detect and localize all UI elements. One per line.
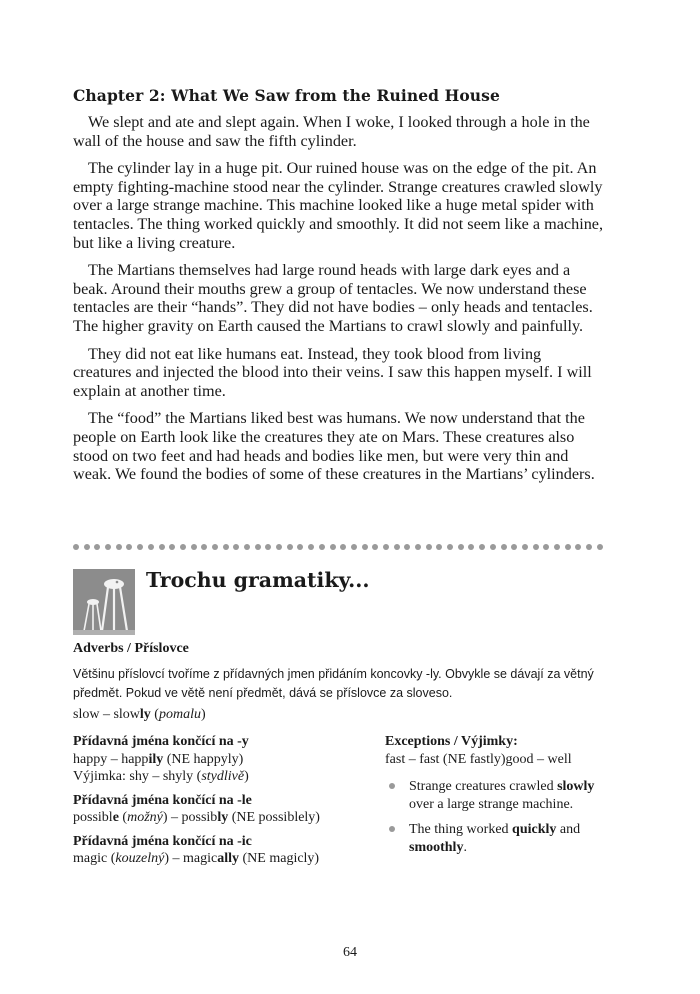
divider-dot [223, 544, 229, 550]
rule-heading: Přídavná jména končící na -y [73, 734, 249, 749]
divider-dot [116, 544, 122, 550]
divider-dot [255, 544, 261, 550]
bullet-text: over a large strange machine. [409, 796, 574, 812]
page-number: 64 [343, 945, 357, 960]
rule-line [73, 809, 373, 827]
divider-dot [265, 544, 271, 550]
divider-dot [212, 544, 218, 550]
bullet-text: Strange creatures crawled [409, 779, 558, 794]
divider-dot [233, 544, 239, 550]
bullet-icon [389, 826, 395, 832]
rule-suffix: ily [148, 751, 164, 767]
rule-y [73, 733, 373, 786]
divider-dot [340, 544, 346, 550]
divider-dot [330, 544, 336, 550]
divider-dot [479, 544, 485, 550]
divider-dot [244, 544, 250, 550]
section-heading: Adverbs / Příslovce [73, 641, 189, 656]
divider-dot [137, 544, 143, 550]
divider-dot [94, 544, 100, 550]
bullet-emphasis: slowly [557, 779, 595, 794]
chapter-title: Chapter 2: What We Saw from the Ruined House [73, 86, 500, 105]
divider-dot [159, 544, 165, 550]
divider-dot [511, 544, 517, 550]
divider-dot [84, 544, 90, 550]
rule-ic [73, 833, 373, 868]
dotted-divider [73, 543, 603, 551]
divider-dot [276, 544, 282, 550]
divider-dot [597, 544, 603, 550]
bullet-emphasis: smoothly [409, 839, 464, 855]
rule-line [73, 768, 373, 786]
paragraph: The Martians themselves had large round heads with large dark eyes and a beak. Around their mouths grew a group of tentacles. We now understand these tentacles are their “hands”. They did not have bodies – only heads and tentacles. The higher gravity on Earth caused the Martians to crawl slowly and painfully. [73, 261, 593, 335]
rule-line [73, 850, 373, 868]
rule-gloss: možný [127, 810, 163, 825]
divider-dot [362, 544, 368, 550]
example-base: slow – slow [73, 707, 140, 722]
divider-dot [73, 544, 79, 550]
chapter-text [73, 113, 603, 493]
divider-dot [415, 544, 421, 550]
bullet-text: . [463, 839, 467, 855]
paragraph: We slept and ate and slept again. When I woke, I looked through a hole in the wall of the house and saw the fifth cylinder. [73, 113, 590, 150]
grammar-intro: Většinu příslovcí tvoříme z přídavných jmen přidáním koncovky -ly. Obvykle se dávají za větný předmět. Pokud ve větě není předmět, dává se příslovce za sloveso. [73, 667, 594, 700]
rule-text: (NE happyly) [163, 751, 244, 767]
rule-text: possibl [73, 810, 113, 825]
grammar-title: Trochu gramatiky... [146, 568, 370, 592]
rule-text: ) – possib [162, 810, 218, 825]
rule-text: (NE possiblely) [228, 810, 320, 825]
divider-dot [126, 544, 132, 550]
divider-dot [586, 544, 592, 550]
divider-dot [319, 544, 325, 550]
divider-dot [201, 544, 207, 550]
divider-dot [372, 544, 378, 550]
divider-dot [105, 544, 111, 550]
martian-tripod-icon [73, 569, 135, 635]
exceptions-column [385, 733, 615, 864]
divider-dot [543, 544, 549, 550]
rule-text: ) – magic [164, 851, 218, 866]
divider-dot [394, 544, 400, 550]
rule-text: magic ( [73, 851, 116, 866]
bullet-icon [389, 783, 395, 789]
divider-dot [522, 544, 528, 550]
rule-gloss: kouzelný [115, 851, 165, 866]
divider-dot [458, 544, 464, 550]
exceptions-line: fast – fast (NE fastly)good – well [385, 751, 572, 767]
rule-suffix: e [112, 810, 119, 825]
exceptions-heading: Exceptions / Výjimky: [385, 734, 518, 749]
divider-dot [180, 544, 186, 550]
list-item [385, 778, 615, 813]
paragraph: They did not eat like humans eat. Instead, they took blood from living creatures and injected the blood into their veins. I saw this happen myself. I will explain at another time. [73, 344, 592, 400]
example-line: slow – slowly (pomalu) [73, 707, 206, 722]
rule-heading: Přídavná jména končící na -ic [73, 833, 252, 849]
rule-text: ) [244, 769, 249, 784]
divider-dot [351, 544, 357, 550]
rule-le [73, 792, 373, 827]
rule-line [73, 751, 373, 769]
rule-suffix: ally [217, 851, 240, 866]
example-gloss: pomalu [158, 707, 201, 722]
divider-dot [308, 544, 314, 550]
divider-dot [436, 544, 442, 550]
divider-dot [490, 544, 496, 550]
rule-text: (NE magicly) [239, 851, 320, 866]
rule-suffix: ly [217, 810, 229, 825]
divider-dot [447, 544, 453, 550]
divider-dot [287, 544, 293, 550]
rule-heading: Přídavná jména končící na -le [73, 792, 252, 808]
example-suffix: ly [139, 707, 151, 722]
divider-dot [554, 544, 560, 550]
divider-dot [404, 544, 410, 550]
divider-dot [148, 544, 154, 550]
rule-text: ( [118, 810, 128, 825]
example-list [385, 778, 615, 856]
divider-dot [297, 544, 303, 550]
rule-text: happy – happ [73, 751, 149, 767]
bullet-text: The thing worked [409, 822, 513, 837]
divider-dot [426, 544, 432, 550]
divider-dot [501, 544, 507, 550]
divider-dot [169, 544, 175, 550]
rule-text: Výjimka: shy – shyly ( [73, 769, 202, 784]
divider-dot [191, 544, 197, 550]
divider-dot [383, 544, 389, 550]
divider-dot [468, 544, 474, 550]
bullet-emphasis: quickly [512, 822, 557, 837]
rule-gloss: stydlivě [201, 769, 245, 784]
list-item [385, 821, 615, 856]
divider-dot [533, 544, 539, 550]
divider-dot [565, 544, 571, 550]
rules-column [73, 733, 373, 874]
divider-dot [575, 544, 581, 550]
bullet-text: and [556, 822, 581, 837]
paragraph: The “food” the Martians liked best was humans. We now understand that the people on Earth look like the creatures they ate on Mars. These creatures also stood on two feet and had heads and bodies like men, but were very thin and weak. We found the bodies of some of these creatures in the Martians’ cylinders. [73, 409, 595, 484]
paragraph: The cylinder lay in a huge pit. Our ruined house was on the edge of the pit. An empty fighting-machine stood near the cylinder. Strange creatures crawled slowly over a large strange machine. This machine looked like a huge metal spider with tentacles. The thing worked quickly and smoothly. It did not seem like a machine, but like a living creature. [73, 159, 604, 252]
